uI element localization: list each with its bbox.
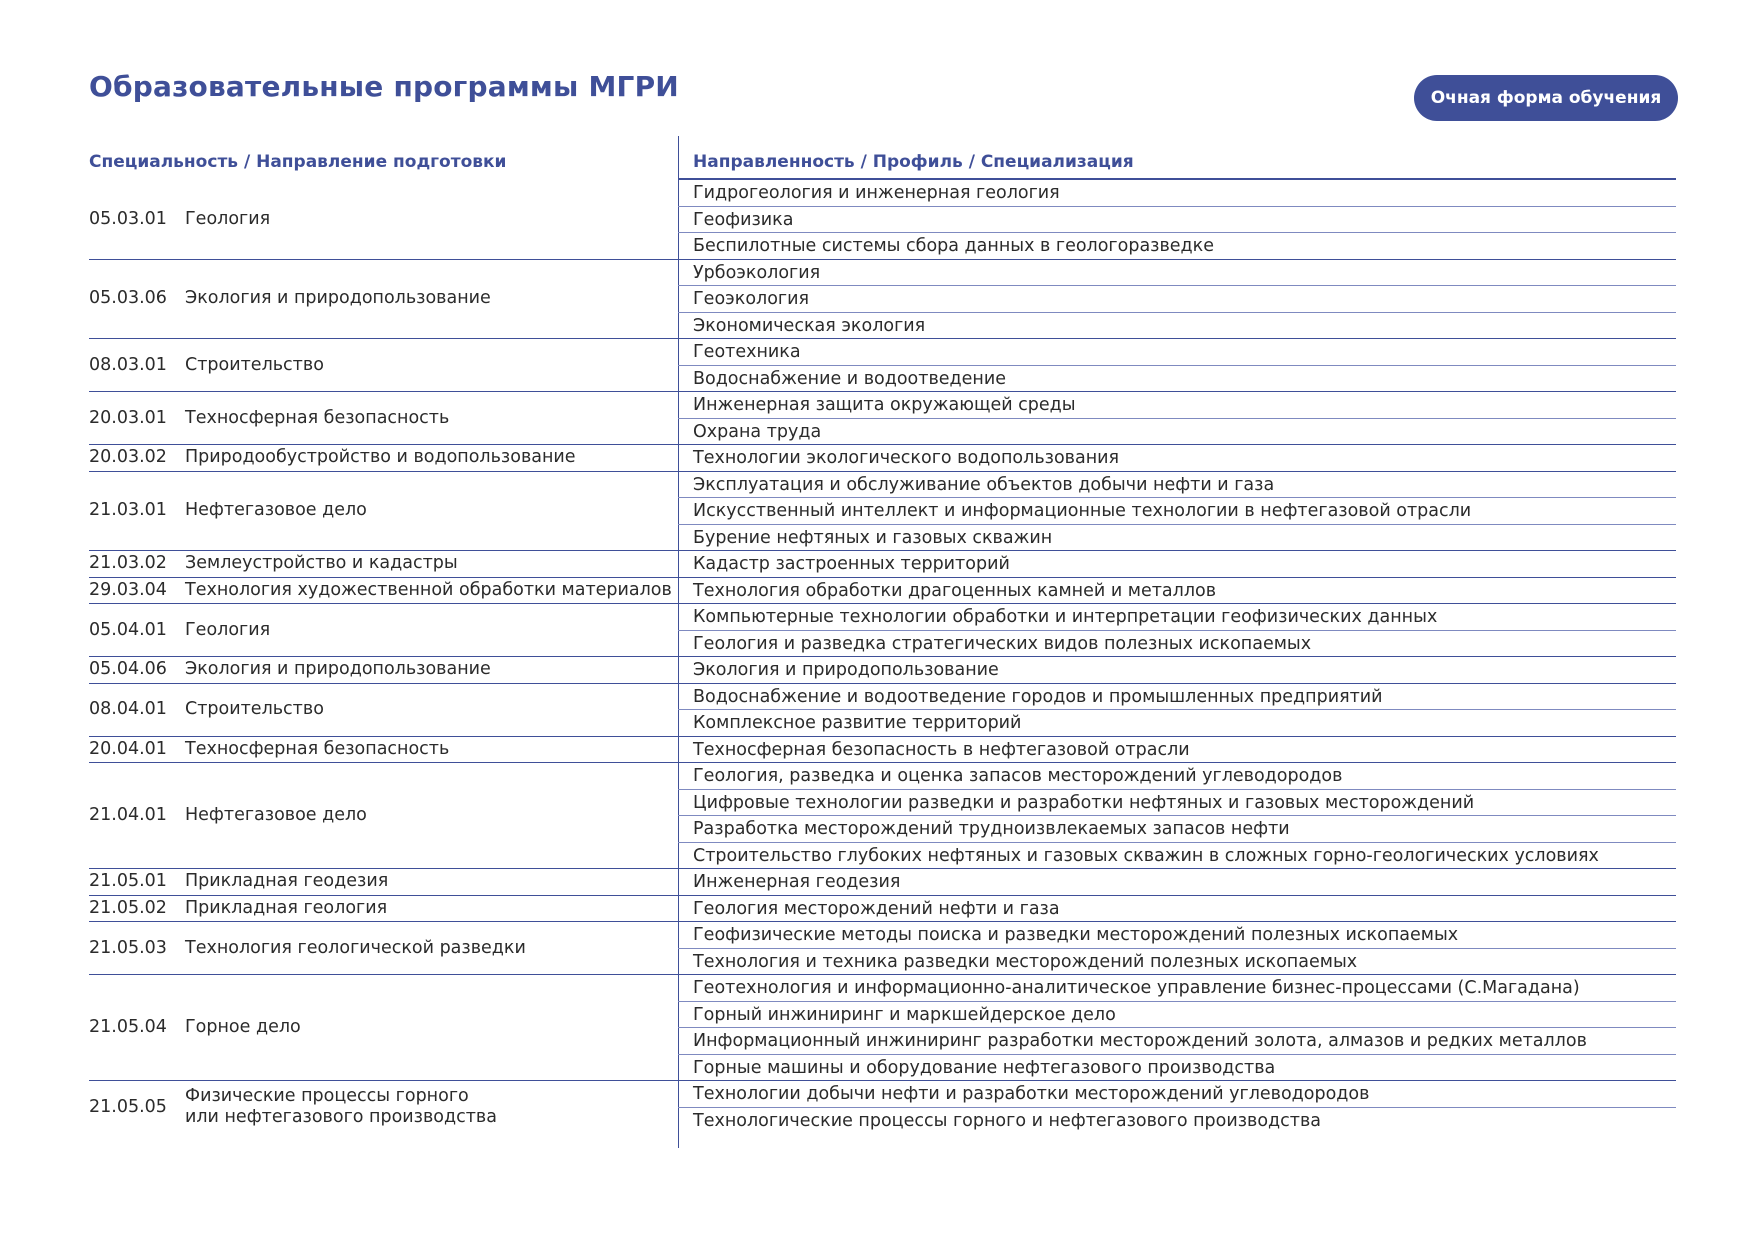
- program-name: Технология художественной обработки материалов: [185, 579, 672, 600]
- program-profiles: [678, 869, 1676, 895]
- programs-table: [89, 180, 1676, 1133]
- program-specialty: [89, 339, 678, 391]
- program-code: 21.05.05: [89, 1096, 167, 1117]
- profile-item: Техносферная безопасность в нефтегазовой отрасли: [693, 739, 1190, 760]
- program-profiles: [678, 922, 1676, 974]
- program-specialty: [89, 737, 678, 763]
- program-specialty: [89, 604, 678, 656]
- program-profiles: [678, 445, 1676, 471]
- profile-item: Технологии экологического водопользования: [693, 448, 1120, 468]
- program-group: [89, 737, 1676, 764]
- program-profiles: [678, 472, 1676, 551]
- profile-item: Технологические процессы горного и нефтегазового производства: [693, 1110, 1321, 1131]
- program-specialty: [89, 392, 678, 444]
- program-profiles: [678, 737, 1676, 763]
- program-profiles: [678, 551, 1676, 577]
- profile-item: Цифровые технологии разведки и разработки нефтяных и газовых месторождений: [678, 790, 1676, 817]
- program-code: 05.03.06: [89, 288, 167, 309]
- program-group: [89, 975, 1676, 1081]
- profile-item: Искусственный интеллект и информационные технологии в нефтегазовой отрасли: [678, 498, 1676, 525]
- profile-item: Горный инжиниринг и маркшейдерское дело: [678, 1002, 1676, 1029]
- profile-item: Горные машины и оборудование нефтегазового производства: [693, 1057, 1276, 1078]
- program-code: 21.05.02: [89, 897, 167, 918]
- program-specialty: [89, 260, 678, 339]
- profile-item: Геология и разведка стратегических видов полезных ископаемых: [693, 633, 1312, 654]
- program-code: 08.04.01: [89, 699, 167, 719]
- profile-item: Геофизика: [678, 207, 1676, 234]
- program-code: 05.04.01: [89, 619, 167, 640]
- program-name: Техносферная безопасность: [185, 738, 450, 759]
- program-group: [89, 180, 1676, 260]
- column-header-specialty: Специальность / Направление подготовки: [89, 152, 507, 172]
- program-specialty: [89, 472, 678, 551]
- program-code: 21.03.02: [89, 553, 167, 574]
- program-group: [89, 339, 1676, 392]
- profile-item: Бурение нефтяных и газовых скважин: [693, 527, 1053, 548]
- program-group: [89, 684, 1676, 737]
- program-profiles: [678, 975, 1676, 1080]
- program-profiles: [678, 1081, 1676, 1133]
- program-profiles: [678, 180, 1676, 259]
- program-name: Нефтегазовое дело: [185, 500, 367, 521]
- program-name: Геология: [185, 208, 271, 229]
- program-code: 21.04.01: [89, 805, 167, 825]
- program-code: 21.03.01: [89, 500, 167, 521]
- program-group: [89, 551, 1676, 578]
- profile-item: Беспилотные системы сбора данных в геологоразведке: [693, 236, 1214, 256]
- program-profiles: [678, 578, 1676, 604]
- profile-item: Технологии добычи нефти и разработки месторождений углеводородов: [678, 1081, 1676, 1108]
- profile-item: Геоэкология: [678, 286, 1676, 313]
- program-specialty: [89, 975, 678, 1080]
- page-title: Образовательные программы МГРИ: [89, 70, 679, 103]
- program-group: [89, 260, 1676, 340]
- program-group: [89, 869, 1676, 896]
- program-specialty: [89, 180, 678, 259]
- program-code: 05.03.01: [89, 208, 167, 229]
- program-name: Строительство: [185, 354, 324, 375]
- program-name: Нефтегазовое дело: [185, 805, 367, 825]
- program-profiles: [678, 260, 1676, 339]
- profile-item: Кадастр застроенных территорий: [693, 554, 1010, 574]
- profile-item: Технология обработки драгоценных камней и металлов: [693, 580, 1217, 601]
- program-specialty: [89, 896, 678, 922]
- program-code: 20.03.02: [89, 447, 167, 468]
- profile-item: Эксплуатация и обслуживание объектов добычи нефти и газа: [678, 472, 1676, 499]
- program-name: Физические процессы горного или нефтегазового производства: [185, 1086, 497, 1127]
- program-code: 21.05.01: [89, 871, 167, 892]
- profile-item: Информационный инжиниринг разработки месторождений золота, алмазов и редких металлов: [678, 1028, 1676, 1055]
- program-group: [89, 763, 1676, 869]
- program-name: Прикладная геология: [185, 897, 388, 918]
- program-group: [89, 392, 1676, 445]
- program-name: Горное дело: [185, 1017, 301, 1037]
- program-group: [89, 922, 1676, 975]
- program-specialty: [89, 578, 678, 604]
- program-name: Прикладная геодезия: [185, 871, 389, 892]
- program-code: 05.04.06: [89, 659, 167, 680]
- program-code: 21.05.04: [89, 1017, 167, 1037]
- program-specialty: [89, 1081, 678, 1133]
- program-name: Природообустройство и водопользование: [185, 447, 576, 468]
- program-specialty: [89, 869, 678, 895]
- program-profiles: [678, 339, 1676, 391]
- program-name: Геология: [185, 619, 271, 640]
- profile-item: Технология и техника разведки месторождений полезных ископаемых: [693, 951, 1358, 972]
- program-group: [89, 604, 1676, 657]
- program-group: [89, 445, 1676, 472]
- program-code: 20.04.01: [89, 738, 167, 759]
- program-name: Экология и природопользование: [185, 288, 491, 309]
- profile-item: Комплексное развитие территорий: [693, 713, 1022, 733]
- profile-item: Охрана труда: [693, 421, 822, 442]
- profile-item: Геология, разведка и оценка запасов месторождений углеводородов: [678, 763, 1676, 790]
- program-profiles: [678, 763, 1676, 868]
- profile-item: Экология и природопользование: [693, 660, 999, 680]
- program-specialty: [89, 551, 678, 577]
- profile-item: Инженерная защита окружающей среды: [678, 392, 1676, 419]
- program-specialty: [89, 922, 678, 974]
- program-specialty: [89, 684, 678, 736]
- program-profiles: [678, 604, 1676, 656]
- program-name: Землеустройство и кадастры: [185, 553, 458, 574]
- program-profiles: [678, 392, 1676, 444]
- program-profiles: [678, 657, 1676, 683]
- profile-item: Инженерная геодезия: [693, 872, 901, 892]
- profile-item: Геофизические методы поиска и разведки месторождений полезных ископаемых: [678, 922, 1676, 949]
- program-group: [89, 1081, 1676, 1133]
- program-group: [89, 472, 1676, 552]
- program-code: 08.03.01: [89, 354, 167, 375]
- profile-item: Разработка месторождений трудноизвлекаемых запасов нефти: [678, 816, 1676, 843]
- program-group: [89, 657, 1676, 684]
- program-name: Экология и природопользование: [185, 659, 491, 680]
- program-code: 21.05.03: [89, 937, 167, 958]
- profile-item: Геология месторождений нефти и газа: [693, 898, 1060, 919]
- program-group: [89, 896, 1676, 923]
- profile-item: Водоснабжение и водоотведение: [693, 368, 1006, 389]
- program-profiles: [678, 896, 1676, 922]
- profile-item: Экономическая экология: [693, 315, 926, 336]
- program-specialty: [89, 657, 678, 683]
- column-header-profile: Направленность / Профиль / Специализация: [693, 152, 1134, 172]
- program-name: Технология геологической разведки: [185, 937, 526, 958]
- program-profiles: [678, 684, 1676, 736]
- program-name: Строительство: [185, 699, 324, 719]
- study-form-badge: Очная форма обучения: [1414, 75, 1678, 121]
- profile-item: Урбоэкология: [678, 260, 1676, 287]
- program-group: [89, 578, 1676, 605]
- program-name: Техносферная безопасность: [185, 407, 450, 428]
- profile-item: Строительство глубоких нефтяных и газовых скважин в сложных горно-геологических условиях: [693, 845, 1599, 866]
- profile-item: Гидрогеология и инженерная геология: [678, 180, 1676, 207]
- profile-item: Геотехника: [678, 339, 1676, 366]
- program-specialty: [89, 763, 678, 868]
- program-code: 29.03.04: [89, 579, 167, 600]
- profile-item: Геотехнология и информационно-аналитическое управление бизнес-процессами (С.Магадана): [678, 975, 1676, 1002]
- profile-item: Водоснабжение и водоотведение городов и промышленных предприятий: [678, 684, 1676, 711]
- program-code: 20.03.01: [89, 407, 167, 428]
- profile-item: Компьютерные технологии обработки и интерпретации геофизических данных: [678, 604, 1676, 631]
- program-specialty: [89, 445, 678, 471]
